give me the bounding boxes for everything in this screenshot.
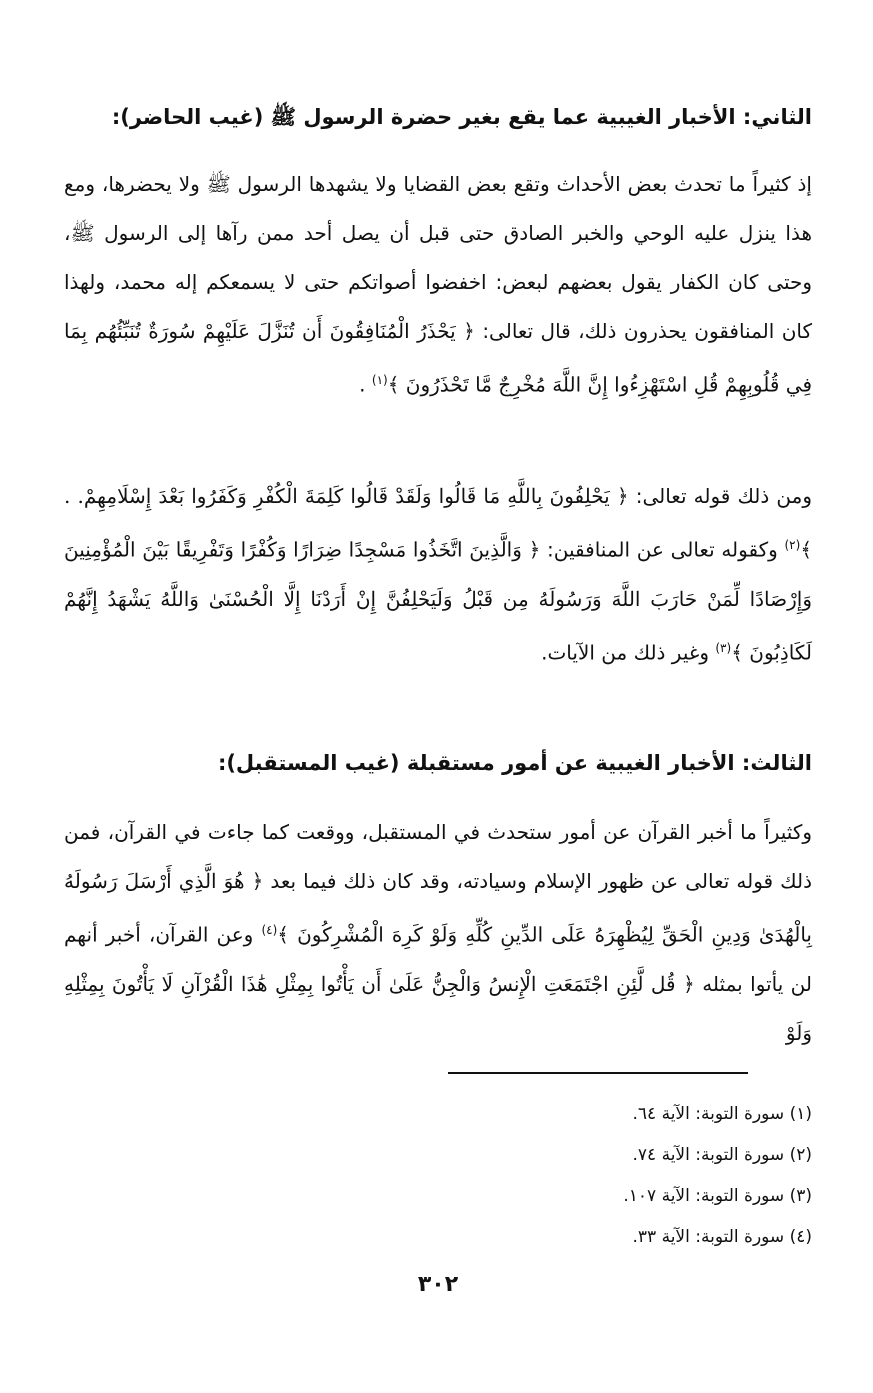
paragraph-present-unseen xyxy=(64,160,812,410)
paragraph-text: وعن القرآن، أخبر أنهم لن يأتوا بمثله xyxy=(64,922,813,996)
footnote-ref: (٢) xyxy=(784,538,801,552)
paragraph-text: وكثيراً ما أخبر القرآن عن أمور ستحدث في المستقبل، ووقعت كما جاءت في القرآن، فمن ذلك قوله تعالى عن ظهور الإسلام وسيادته، وقد كان ذلك فيما بعد xyxy=(64,820,812,893)
paragraph-text: إذ كثيراً ما تحدث بعض الأحداث وتقع بعض القضايا ولا يشهدها الرسول ﷺ ولا يحضرها، ومع هذا ينزل عليه الوحي والخبر الصادق حتى قبل أن يصل أحد ممن رآها إلى الرسول ﷺ، وحتى كان الكفار يقول بعضهم لبعض: اخفضوا أصواتكم حتى لا يسمعكم إله محمد، ولهذا كان المنافقون يحذرون ذلك، قال تعالى: xyxy=(64,172,813,343)
paragraph-text: وغير ذلك من الآيات. xyxy=(541,640,709,665)
footnote-ref: (٤) xyxy=(261,923,278,937)
quran-verse: ﴿ يَحْذَرُ الْمُنَافِقُونَ أَن تُنَزَّلَ عَلَيْهِمْ سُورَةٌ تُنَبِّئُهُم بِمَا فِي قُلُوبِهِمْ قُلِ اسْتَهْزِءُوا إِنَّ اللَّهَ مُخْرِجٌ مَّا تَحْذَرُونَ ﴾ xyxy=(64,319,812,397)
section-heading-future-unseen: الثالث: الأخبار الغيبية عن أمور مستقبلة (غيب المستقبل): xyxy=(217,751,812,775)
footnote-ref: (٣) xyxy=(715,640,732,655)
footnote: (١) سورة التوبة: الآية ٦٤. xyxy=(632,1104,812,1124)
quran-verse: ﴿ قُل لَّئِنِ اجْتَمَعَتِ الْإِنسُ وَالْجِنُّ عَلَىٰ أَن يَأْتُوا بِمِثْلِ هَٰذَا الْقُرْآنِ لَا يَأْتُونَ بِمِثْلِهِ وَلَوْ xyxy=(64,971,812,1045)
footnote: (٤) سورة التوبة: الآية ٣٣. xyxy=(632,1227,812,1247)
sentence-end: . xyxy=(359,372,366,397)
paragraph-text: وكقوله تعالى عن المنافقين: xyxy=(547,537,778,562)
quran-verse: ﴿ يَحْلِفُونَ بِاللَّهِ مَا قَالُوا وَلَقَدْ قَالُوا كَلِمَةَ الْكُفْرِ وَكَفَرُوا بَعْدَ إِسْلَامِهِمْ. . ﴾ xyxy=(64,484,813,562)
footnote-ref: (١) xyxy=(371,373,388,387)
paragraph-hypocrites-examples xyxy=(64,472,812,677)
page-number: ٣٠٢ xyxy=(417,1272,459,1297)
footnote: (٣) سورة التوبة: الآية ١٠٧. xyxy=(623,1186,812,1206)
paragraph-text: ومن ذلك قوله تعالى: xyxy=(635,484,813,508)
footnote: (٢) سورة التوبة: الآية ٧٤. xyxy=(632,1145,812,1165)
footnotes xyxy=(64,1094,812,1258)
paragraph-future-unseen xyxy=(64,808,812,1058)
quran-verse: ﴿ هُوَ الَّذِي أَرْسَلَ رَسُولَهُ بِالْهُدَىٰ وَدِينِ الْحَقِّ لِيُظْهِرَهُ عَلَى الدِّينِ كُلِّهِ وَلَوْ كَرِهَ الْمُشْرِكُونَ ﴾ xyxy=(64,869,812,947)
section-heading-present-unseen: الثاني: الأخبار الغيبية عما يقع بغير حضرة الرسول ﷺ (غيب الحاضر): xyxy=(111,105,812,129)
footnote-separator xyxy=(448,1072,748,1074)
quran-verse: ﴿ وَالَّذِينَ اتَّخَذُوا مَسْجِدًا ضِرَارًا وَكُفْرًا وَتَفْرِيقًا بَيْنَ الْمُؤْمِنِينَ وَإِرْصَادًا لِّمَنْ حَارَبَ اللَّهَ وَرَسُولَهُ مِن قَبْلُ وَلَيَحْلِفُنَّ إِنْ أَرَدْنَا إِلَّا الْحُسْنَىٰ وَاللَّهُ يَشْهَدُ إِنَّهُمْ لَكَاذِبُونَ ﴾ xyxy=(64,537,812,665)
